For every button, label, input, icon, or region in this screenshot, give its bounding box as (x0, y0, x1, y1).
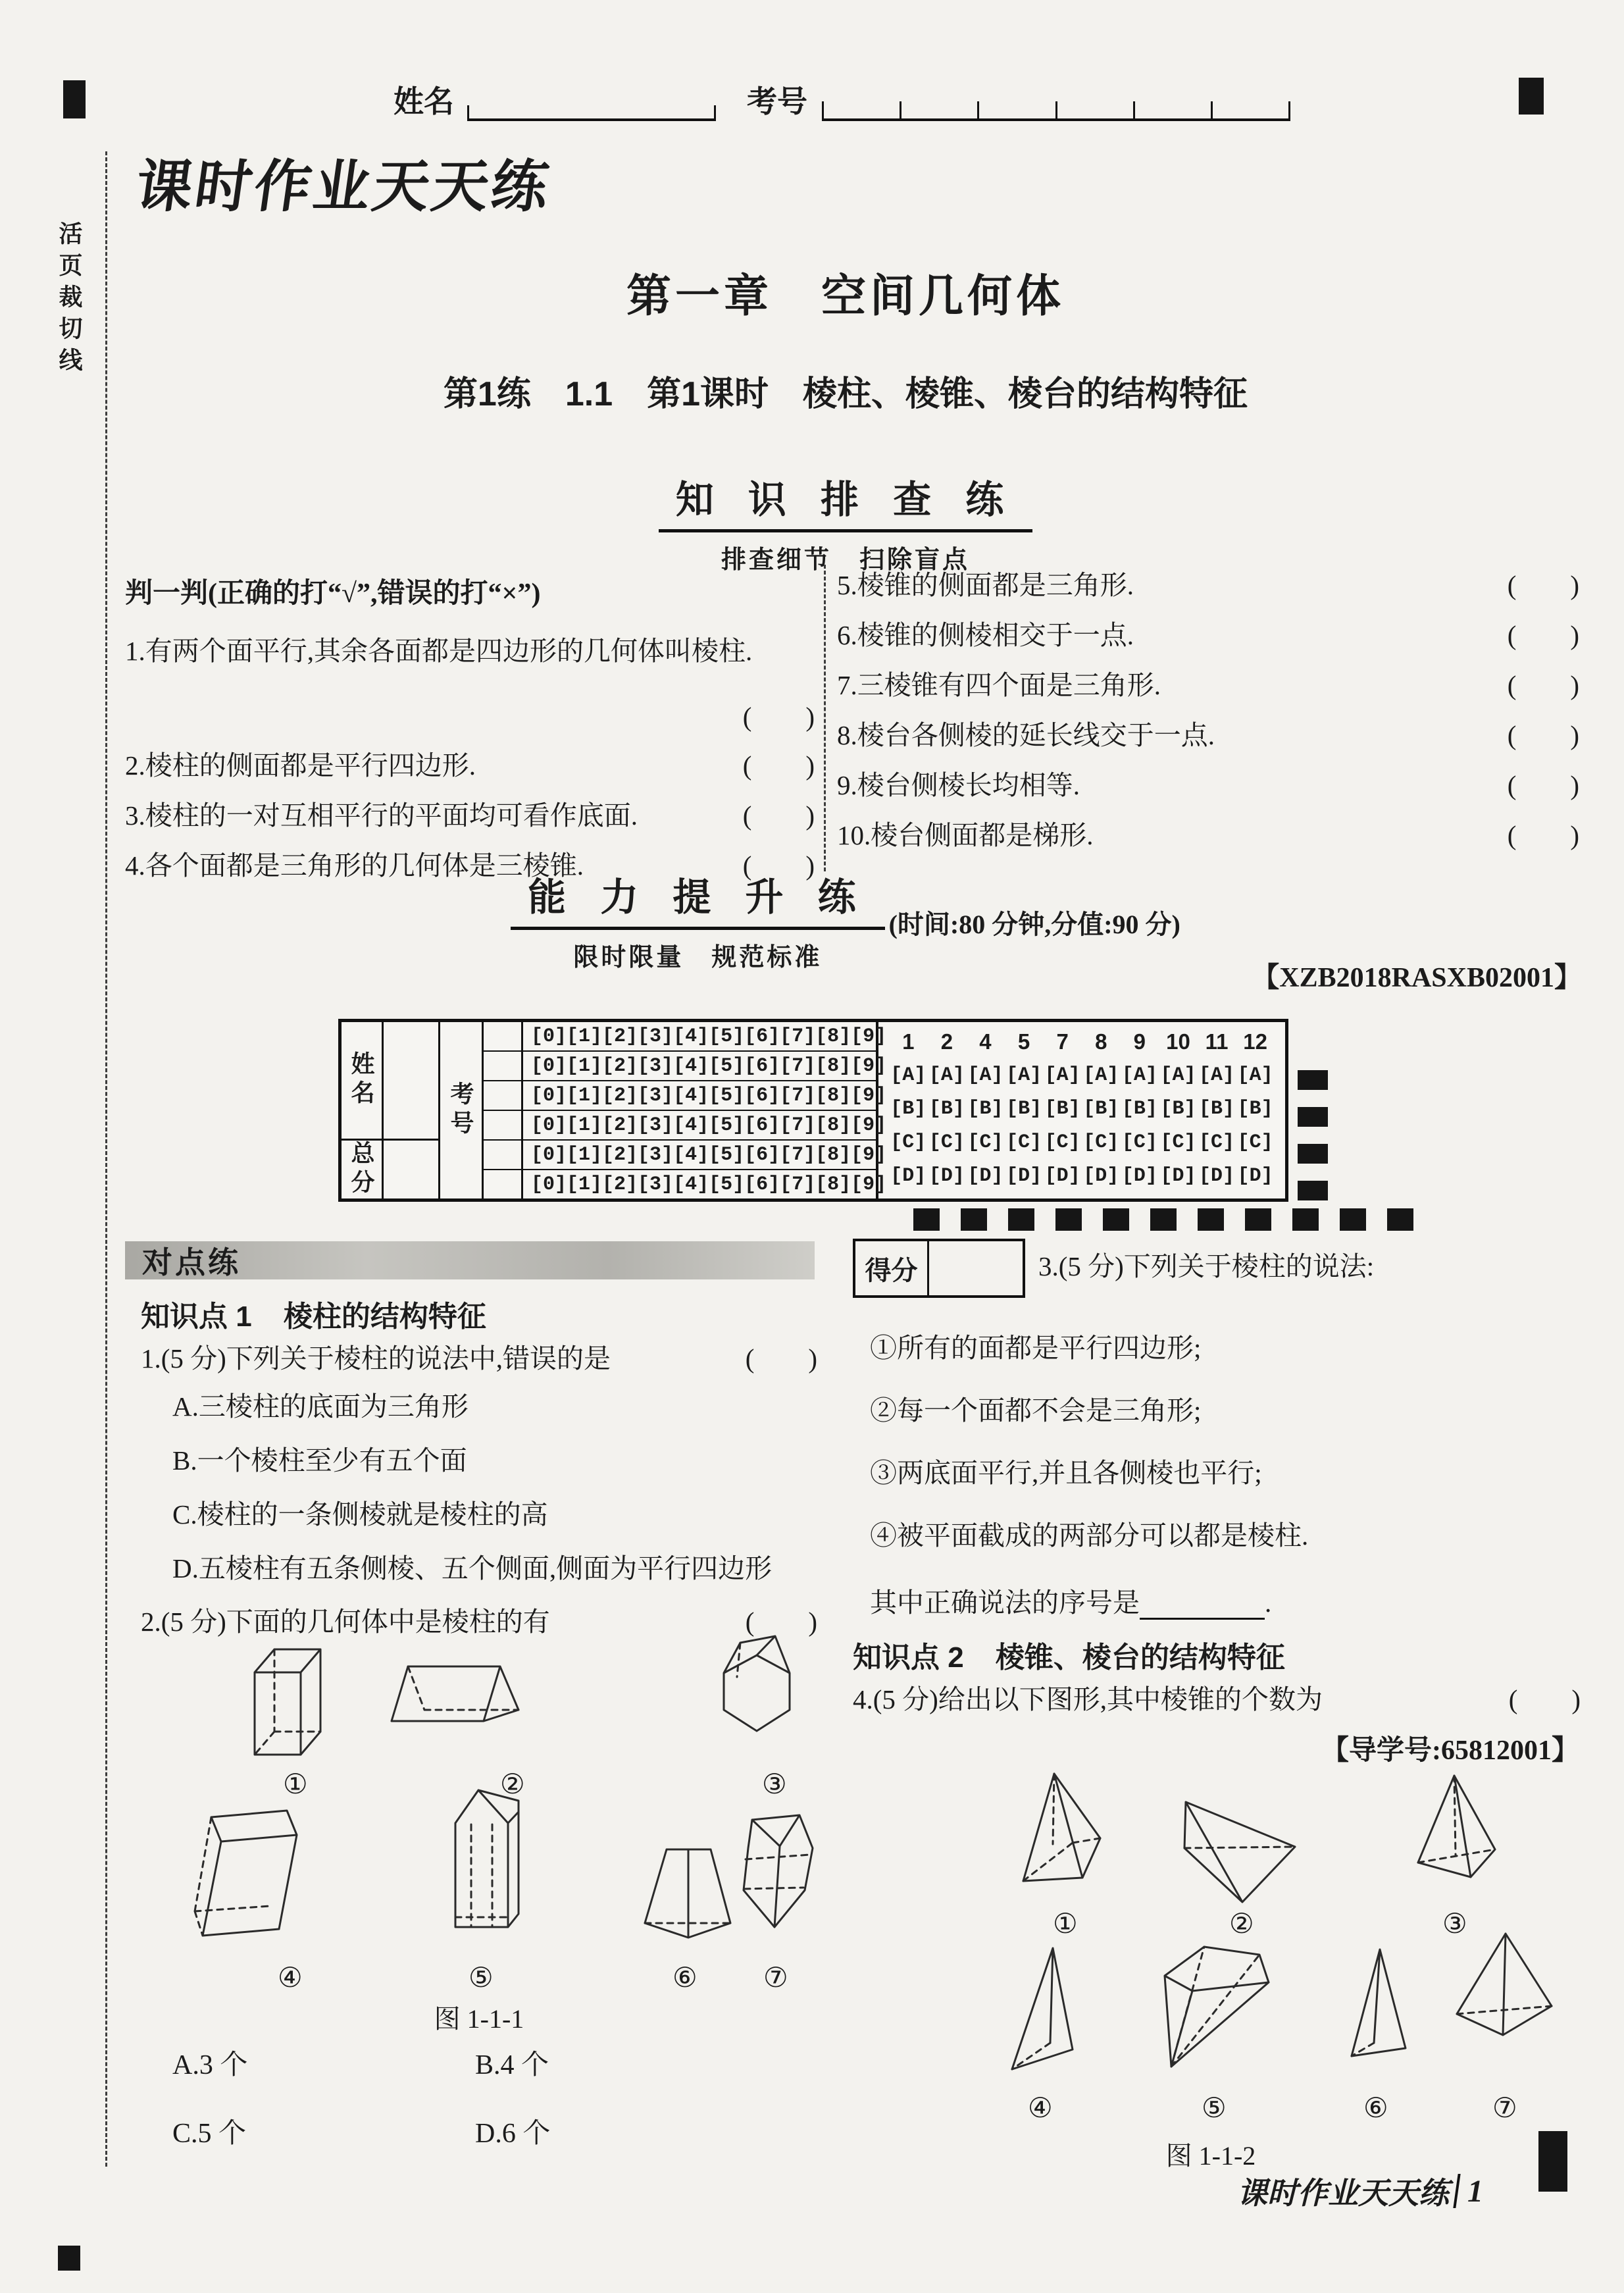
fig1-label-5: ⑤ (469, 1963, 494, 1994)
digit-bubble[interactable]: [3] (638, 1173, 674, 1196)
digit-bubble[interactable]: [2] (602, 1054, 638, 1077)
digit-bubble[interactable]: [8] (815, 1084, 851, 1107)
digit-bubble[interactable]: [1] (567, 1143, 603, 1166)
sheet-digit-grid (523, 1022, 887, 1198)
tf-question-6: 6.棱锥的侧棱相交于一点. ( ) (837, 617, 1579, 653)
q3-statement: ④被平面截成的两部分可以都是棱柱. (870, 1520, 1309, 1551)
lesson-title: 第1练 1.1 第1课时 棱柱、棱锥、棱台的结构特征 (443, 375, 1248, 413)
tf-answer-slot-7[interactable]: ( ) (1507, 670, 1579, 700)
option-bubble-c[interactable]: [C] (1160, 1131, 1196, 1154)
sheet-examno-writein-column[interactable] (484, 1022, 523, 1198)
pyramid-figure-2 (1178, 1790, 1303, 1905)
knowledge-point-1: 知识点 1 棱柱的结构特征 (141, 1301, 486, 1333)
option-bubble-d[interactable]: [D] (1199, 1165, 1235, 1188)
fig2-label-5: ⑤ (1202, 2094, 1227, 2124)
tf-question-2: 2.棱柱的侧面都是平行四边形. ( ) (125, 748, 815, 783)
sheet-answer-grid (878, 1022, 1285, 1198)
registration-mark-bottom-right (1538, 2131, 1567, 2192)
digit-bubble[interactable]: [9] (851, 1173, 887, 1196)
prism-figure-2 (388, 1659, 526, 1731)
fig1-label-4: ④ (278, 1963, 303, 1994)
digit-bubble[interactable]: [3] (638, 1114, 674, 1137)
name-input-line[interactable] (467, 97, 716, 121)
question-number: 7 (1056, 1029, 1069, 1054)
digit-bubble[interactable]: [7] (780, 1114, 816, 1137)
option-bubble-b[interactable]: [B] (1160, 1098, 1196, 1120)
option-bubble-c[interactable]: [C] (1044, 1131, 1080, 1154)
section2-title: 能 力 提 升 练 (511, 866, 884, 930)
digit-bubble[interactable]: [1] (567, 1114, 603, 1137)
prism-figure-6 (637, 1838, 739, 1946)
digit-bubble[interactable]: [3] (638, 1054, 674, 1077)
option-bubble-c[interactable]: [C] (1083, 1131, 1119, 1154)
header-name-field (393, 78, 716, 121)
tf-answer-slot-10[interactable]: ( ) (1507, 820, 1579, 850)
digit-bubble[interactable]: [2] (602, 1173, 638, 1196)
option-bubble-a[interactable]: [A] (1199, 1064, 1235, 1087)
registration-mark-top-right (1519, 78, 1544, 115)
question-2-options (172, 2043, 778, 2151)
sheet-name-label: 姓名 (348, 1051, 375, 1110)
option-bubble-b[interactable]: [B] (1199, 1098, 1235, 1120)
question-number: 12 (1243, 1029, 1267, 1054)
answer-sheet (338, 1019, 1288, 1202)
question-3: 3.(5 分)下列关于棱柱的说法: (1038, 1251, 1375, 1281)
section1-subtitle: 排查细节 扫除盲点 (721, 546, 970, 574)
digit-bubble[interactable]: [1] (567, 1025, 603, 1048)
digit-bubble[interactable]: [2] (602, 1114, 638, 1137)
option-bubble-c[interactable]: [C] (890, 1131, 926, 1154)
digit-bubble[interactable]: [5] (709, 1173, 745, 1196)
digit-bubble[interactable]: [1] (567, 1084, 603, 1107)
timing-mark (1298, 1070, 1328, 1090)
digit-bubble[interactable]: [4] (673, 1054, 709, 1077)
option-bubble-c[interactable]: [C] (1199, 1131, 1235, 1154)
digit-bubble[interactable]: [5] (709, 1114, 745, 1137)
tf-question-8: 8.棱台各侧棱的延长线交于一点. ( ) (837, 717, 1579, 753)
digit-bubble[interactable]: [0] (531, 1173, 567, 1196)
pyramid-figure-6 (1344, 1943, 1416, 2065)
digit-bubble[interactable]: [9] (851, 1025, 887, 1048)
prism-figure-4 (188, 1801, 307, 1952)
q1-answer-slot[interactable]: ( ) (745, 1343, 817, 1374)
tf-question-1: 1.有两个面平行,其余各面都是四边形的几何体叫棱柱. (125, 636, 753, 666)
pyramid-figure-3 (1408, 1770, 1504, 1886)
registration-mark-top-left (63, 80, 86, 118)
option-bubble-d[interactable]: [D] (1160, 1165, 1196, 1188)
option-bubble-d[interactable]: [D] (890, 1165, 926, 1188)
question-3-items (870, 1331, 1581, 1581)
option-bubble-a[interactable]: [A] (890, 1064, 926, 1087)
digit-bubble[interactable]: [3] (638, 1084, 674, 1107)
question-number: 4 (979, 1029, 992, 1054)
q2-option[interactable]: D.6 个 (475, 2119, 551, 2149)
option-bubble-a[interactable]: [A] (967, 1064, 1003, 1087)
question-number: 9 (1133, 1029, 1146, 1054)
option-bubble-d[interactable]: [D] (1044, 1165, 1080, 1188)
digit-bubble[interactable]: [0] (531, 1084, 567, 1107)
option-bubble-d[interactable]: [D] (1083, 1165, 1119, 1188)
fig1-caption: 图 1-1-1 (434, 2004, 524, 2034)
option-bubble-b[interactable]: [B] (1044, 1098, 1080, 1120)
digit-bubble[interactable]: [3] (638, 1143, 674, 1166)
question-number: 8 (1095, 1029, 1107, 1054)
sheet-total-writein[interactable] (384, 1141, 438, 1198)
digit-bubble[interactable]: [8] (815, 1114, 851, 1137)
question-number: 11 (1205, 1029, 1229, 1054)
option-bubble-d[interactable]: [D] (1121, 1165, 1157, 1188)
prism-figure-1 (245, 1643, 343, 1761)
option-bubble-a[interactable]: [A] (1160, 1064, 1196, 1087)
page-title: 课时作业天天练 (132, 155, 555, 219)
pyramid-figure-7 (1445, 1928, 1567, 2060)
option-bubble-b[interactable]: [B] (928, 1098, 965, 1120)
section2-subtitle: 限时限量 规范标准 (573, 944, 823, 971)
tf-question-7: 7.三棱锥有四个面是三角形. ( ) (837, 667, 1579, 703)
fig2-label-6: ⑥ (1363, 2094, 1388, 2124)
digit-bubble[interactable]: [5] (709, 1025, 745, 1048)
tf-answer-slot-5[interactable]: ( ) (1507, 570, 1579, 600)
chapter-title: 第一章 空间几何体 (626, 271, 1065, 321)
question-number: 10 (1166, 1029, 1190, 1054)
knowledge-point-2: 知识点 2 棱锥、棱台的结构特征 (853, 1641, 1285, 1674)
tf-answer-slot-6[interactable]: ( ) (1507, 620, 1579, 650)
option-bubble-b[interactable]: [B] (1237, 1098, 1273, 1120)
digit-bubble[interactable]: [8] (815, 1025, 851, 1048)
tf-question-3: 3.棱柱的一对互相平行的平面均可看作底面. ( ) (125, 798, 815, 833)
digit-bubble[interactable]: [4] (673, 1143, 709, 1166)
fig2-label-4: ④ (1028, 2094, 1053, 2124)
q1-option[interactable]: C.棱柱的一条侧棱就是棱柱的高 (172, 1499, 548, 1530)
digit-bubble[interactable]: [6] (744, 1025, 780, 1048)
sheet-label-column (342, 1022, 384, 1198)
q3-statement: ②每一个面都不会是三角形; (870, 1395, 1202, 1426)
q2-option[interactable]: B.4 个 (475, 2050, 549, 2080)
prism-figure-5 (442, 1782, 524, 1944)
digit-bubble[interactable]: [8] (815, 1054, 851, 1077)
fig1-label-1: ① (283, 1770, 308, 1800)
digit-bubble[interactable]: [8] (815, 1173, 851, 1196)
score-box (853, 1239, 1025, 1298)
pyramid-figure-1 (1013, 1770, 1112, 1892)
q4-answer-slot[interactable]: ( ) (1508, 1684, 1581, 1714)
digit-bubble[interactable]: [6] (744, 1054, 780, 1077)
fig1-label-7: ⑦ (763, 1963, 788, 1994)
tf-right-column (837, 567, 1579, 853)
fig2-label-1: ① (1053, 1909, 1078, 1940)
fig1-label-3: ③ (762, 1770, 787, 1800)
fig2-label-7: ⑦ (1492, 2094, 1517, 2124)
digit-bubble[interactable]: [0] (531, 1025, 567, 1048)
digit-bubble[interactable]: [3] (638, 1025, 674, 1048)
digit-bubble[interactable]: [0] (531, 1114, 567, 1137)
cut-dashed-line (105, 151, 107, 2167)
exam-no-label: 考号 (747, 84, 807, 118)
q1-option[interactable]: A.三棱柱的底面为三角形 (172, 1391, 469, 1422)
question-1: 1.(5 分)下列关于棱柱的说法中,错误的是 ( ) (141, 1341, 817, 1376)
true-false-block (125, 571, 1581, 881)
fig1-label-2: ② (500, 1770, 525, 1800)
question-1-options (172, 1390, 817, 1606)
column-divider-dashed (824, 565, 826, 871)
option-bubble-b[interactable]: [B] (1083, 1098, 1119, 1120)
option-bubble-c[interactable]: [C] (928, 1131, 965, 1154)
digit-bubble[interactable]: [6] (744, 1084, 780, 1107)
option-bubble-b[interactable]: [B] (890, 1098, 926, 1120)
digit-bubble[interactable]: [9] (851, 1084, 887, 1107)
digit-bubble[interactable]: [9] (851, 1143, 887, 1166)
sheet-writein-column (384, 1022, 440, 1198)
option-bubble-b[interactable]: [B] (1006, 1098, 1042, 1120)
digit-bubble[interactable]: [2] (602, 1084, 638, 1107)
digit-bubble[interactable]: [7] (780, 1143, 816, 1166)
q2-option[interactable]: C.5 个 (172, 2119, 247, 2149)
timing-mark-row (913, 1208, 1413, 1231)
option-bubble-a[interactable]: [A] (1006, 1064, 1042, 1087)
digit-bubble[interactable]: [2] (602, 1025, 638, 1048)
header-exam-field (747, 78, 1290, 121)
fig2-label-3: ③ (1442, 1909, 1467, 1940)
exam-no-input-line[interactable] (822, 101, 1290, 121)
cut-line-label: 活页裁切线 (56, 221, 83, 379)
fig1-label-6: ⑥ (672, 1963, 698, 1994)
code-tag: 【XZB2018RASXB02001】 (1252, 963, 1582, 993)
digit-bubble[interactable]: [4] (673, 1084, 709, 1107)
prism-figure-7 (734, 1810, 823, 1935)
option-bubble-d[interactable]: [D] (928, 1165, 965, 1188)
tf-answer-slot-1[interactable]: ( ) (742, 702, 815, 732)
tf-left-column (125, 571, 815, 883)
option-bubble-d[interactable]: [D] (967, 1165, 1003, 1188)
timing-mark (1298, 1144, 1328, 1164)
digit-bubble[interactable]: [8] (815, 1143, 851, 1166)
tf-answer-slot-2[interactable]: ( ) (742, 750, 815, 781)
page-number: 1 (1467, 2173, 1483, 2209)
option-bubble-d[interactable]: [D] (1006, 1165, 1042, 1188)
fig2-caption: 图 1-1-2 (1165, 2141, 1256, 2171)
sheet-total-label: 总分 (348, 1140, 375, 1198)
q1-option[interactable]: D.五棱柱有五条侧棱、五个侧面,侧面为平行四边形 (172, 1553, 773, 1584)
question-number: 2 (940, 1029, 953, 1054)
tf-answer-slot-9[interactable]: ( ) (1507, 770, 1579, 800)
digit-bubble[interactable]: [7] (780, 1054, 816, 1077)
digit-bubble[interactable]: [4] (673, 1173, 709, 1196)
tf-question-10: 10.棱台侧面都是梯形. ( ) (837, 817, 1579, 853)
digit-bubble[interactable]: [1] (567, 1173, 603, 1196)
q3-statement: ③两底面平行,并且各侧棱也平行; (870, 1458, 1262, 1488)
option-bubble-a[interactable]: [A] (1121, 1064, 1157, 1087)
q2-option[interactable]: A.3 个 (172, 2050, 248, 2080)
digit-bubble[interactable]: [7] (780, 1025, 816, 1048)
registration-mark-bottom-left (58, 2246, 80, 2271)
sheet-examno-column (440, 1022, 484, 1198)
digit-bubble[interactable]: [0] (531, 1054, 567, 1077)
score-value-cell[interactable] (929, 1241, 1023, 1295)
name-label: 姓名 (393, 84, 454, 118)
page-footer (1237, 2169, 1483, 2213)
sheet-name-writein[interactable] (384, 1022, 438, 1141)
prism-figure-3 (711, 1632, 806, 1747)
tf-answer-slot-4[interactable]: ( ) (742, 850, 815, 881)
pyramid-figure-5 (1153, 1935, 1275, 2073)
digit-bubble[interactable]: [6] (744, 1143, 780, 1166)
option-bubble-c[interactable]: [C] (1237, 1131, 1273, 1154)
q2-answer-slot[interactable]: ( ) (745, 1607, 817, 1637)
question-number: 5 (1017, 1029, 1030, 1054)
question-3-conclusion: 其中正确说法的序号是 . (870, 1581, 1271, 1620)
digit-bubble[interactable]: [4] (673, 1025, 709, 1048)
tf-answer-slot-3[interactable]: ( ) (742, 800, 815, 831)
tf-intro: 判一判(正确的打“√”,错误的打“×”) (125, 579, 541, 609)
q3-answer-blank[interactable] (1140, 1593, 1265, 1620)
duidian-banner: 对点练 (125, 1241, 815, 1279)
sheet-exam-label: 考号 (447, 1081, 474, 1139)
option-bubble-a[interactable]: [A] (1083, 1064, 1119, 1087)
section2-meta: (时间:80 分钟,分值:90 分) (888, 910, 1180, 939)
digit-bubble[interactable]: [5] (709, 1143, 745, 1166)
digit-bubble[interactable]: [0] (531, 1143, 567, 1166)
tf-question-5: 5.棱锥的侧面都是三角形. ( ) (837, 567, 1579, 603)
digit-bubble[interactable]: [9] (851, 1114, 887, 1137)
question-4: 4.(5 分)给出以下图形,其中棱锥的个数为 ( ) (853, 1682, 1581, 1716)
section1-header (112, 469, 1579, 575)
digit-bubble[interactable]: [7] (780, 1084, 816, 1107)
digit-bubble[interactable]: [5] (709, 1084, 745, 1107)
option-bubble-d[interactable]: [D] (1237, 1165, 1273, 1188)
question-2: 2.(5 分)下面的几何体中是棱柱的有 ( ) (141, 1605, 817, 1639)
q1-option[interactable]: B.一个棱柱至少有五个面 (172, 1445, 467, 1476)
section1-title: 知 识 排 查 练 (659, 469, 1032, 532)
digit-bubble[interactable]: [9] (851, 1054, 887, 1077)
tf-question-9: 9.棱台侧棱长均相等. ( ) (837, 767, 1579, 803)
digit-bubble[interactable]: [6] (744, 1173, 780, 1196)
pyramid-figure-4 (1008, 1943, 1077, 2074)
score-label: 得分 (855, 1241, 929, 1295)
option-bubble-c[interactable]: [C] (1006, 1131, 1042, 1154)
option-bubble-a[interactable]: [A] (1237, 1064, 1273, 1087)
footer-divider (1453, 2174, 1460, 2208)
timing-mark (1298, 1107, 1328, 1127)
option-bubble-a[interactable]: [A] (1044, 1064, 1080, 1087)
option-bubble-b[interactable]: [B] (967, 1098, 1003, 1120)
fig2-label-2: ② (1229, 1909, 1254, 1940)
option-bubble-c[interactable]: [C] (1121, 1131, 1157, 1154)
tf-question-4: 4.各个面都是三角形的几何体是三棱锥. ( ) (125, 848, 815, 883)
tf-answer-slot-8[interactable]: ( ) (1507, 720, 1579, 750)
q3-statement: ①所有的面都是平行四边形; (870, 1333, 1202, 1363)
digit-bubble[interactable]: [7] (780, 1173, 816, 1196)
option-bubble-b[interactable]: [B] (1121, 1098, 1157, 1120)
digit-bubble[interactable]: [2] (602, 1143, 638, 1166)
guide-number-tag: 【导学号:65812001】 (1321, 1736, 1579, 1766)
digit-bubble[interactable]: [1] (567, 1054, 603, 1077)
timing-mark (1298, 1181, 1328, 1200)
digit-bubble[interactable]: [5] (709, 1054, 745, 1077)
option-bubble-c[interactable]: [C] (967, 1131, 1003, 1154)
digit-bubble[interactable]: [6] (744, 1114, 780, 1137)
question-number: 1 (902, 1029, 915, 1054)
footer-brand: 课时作业天天练 (1237, 2176, 1449, 2210)
digit-bubble[interactable]: [4] (673, 1114, 709, 1137)
option-bubble-a[interactable]: [A] (928, 1064, 965, 1087)
